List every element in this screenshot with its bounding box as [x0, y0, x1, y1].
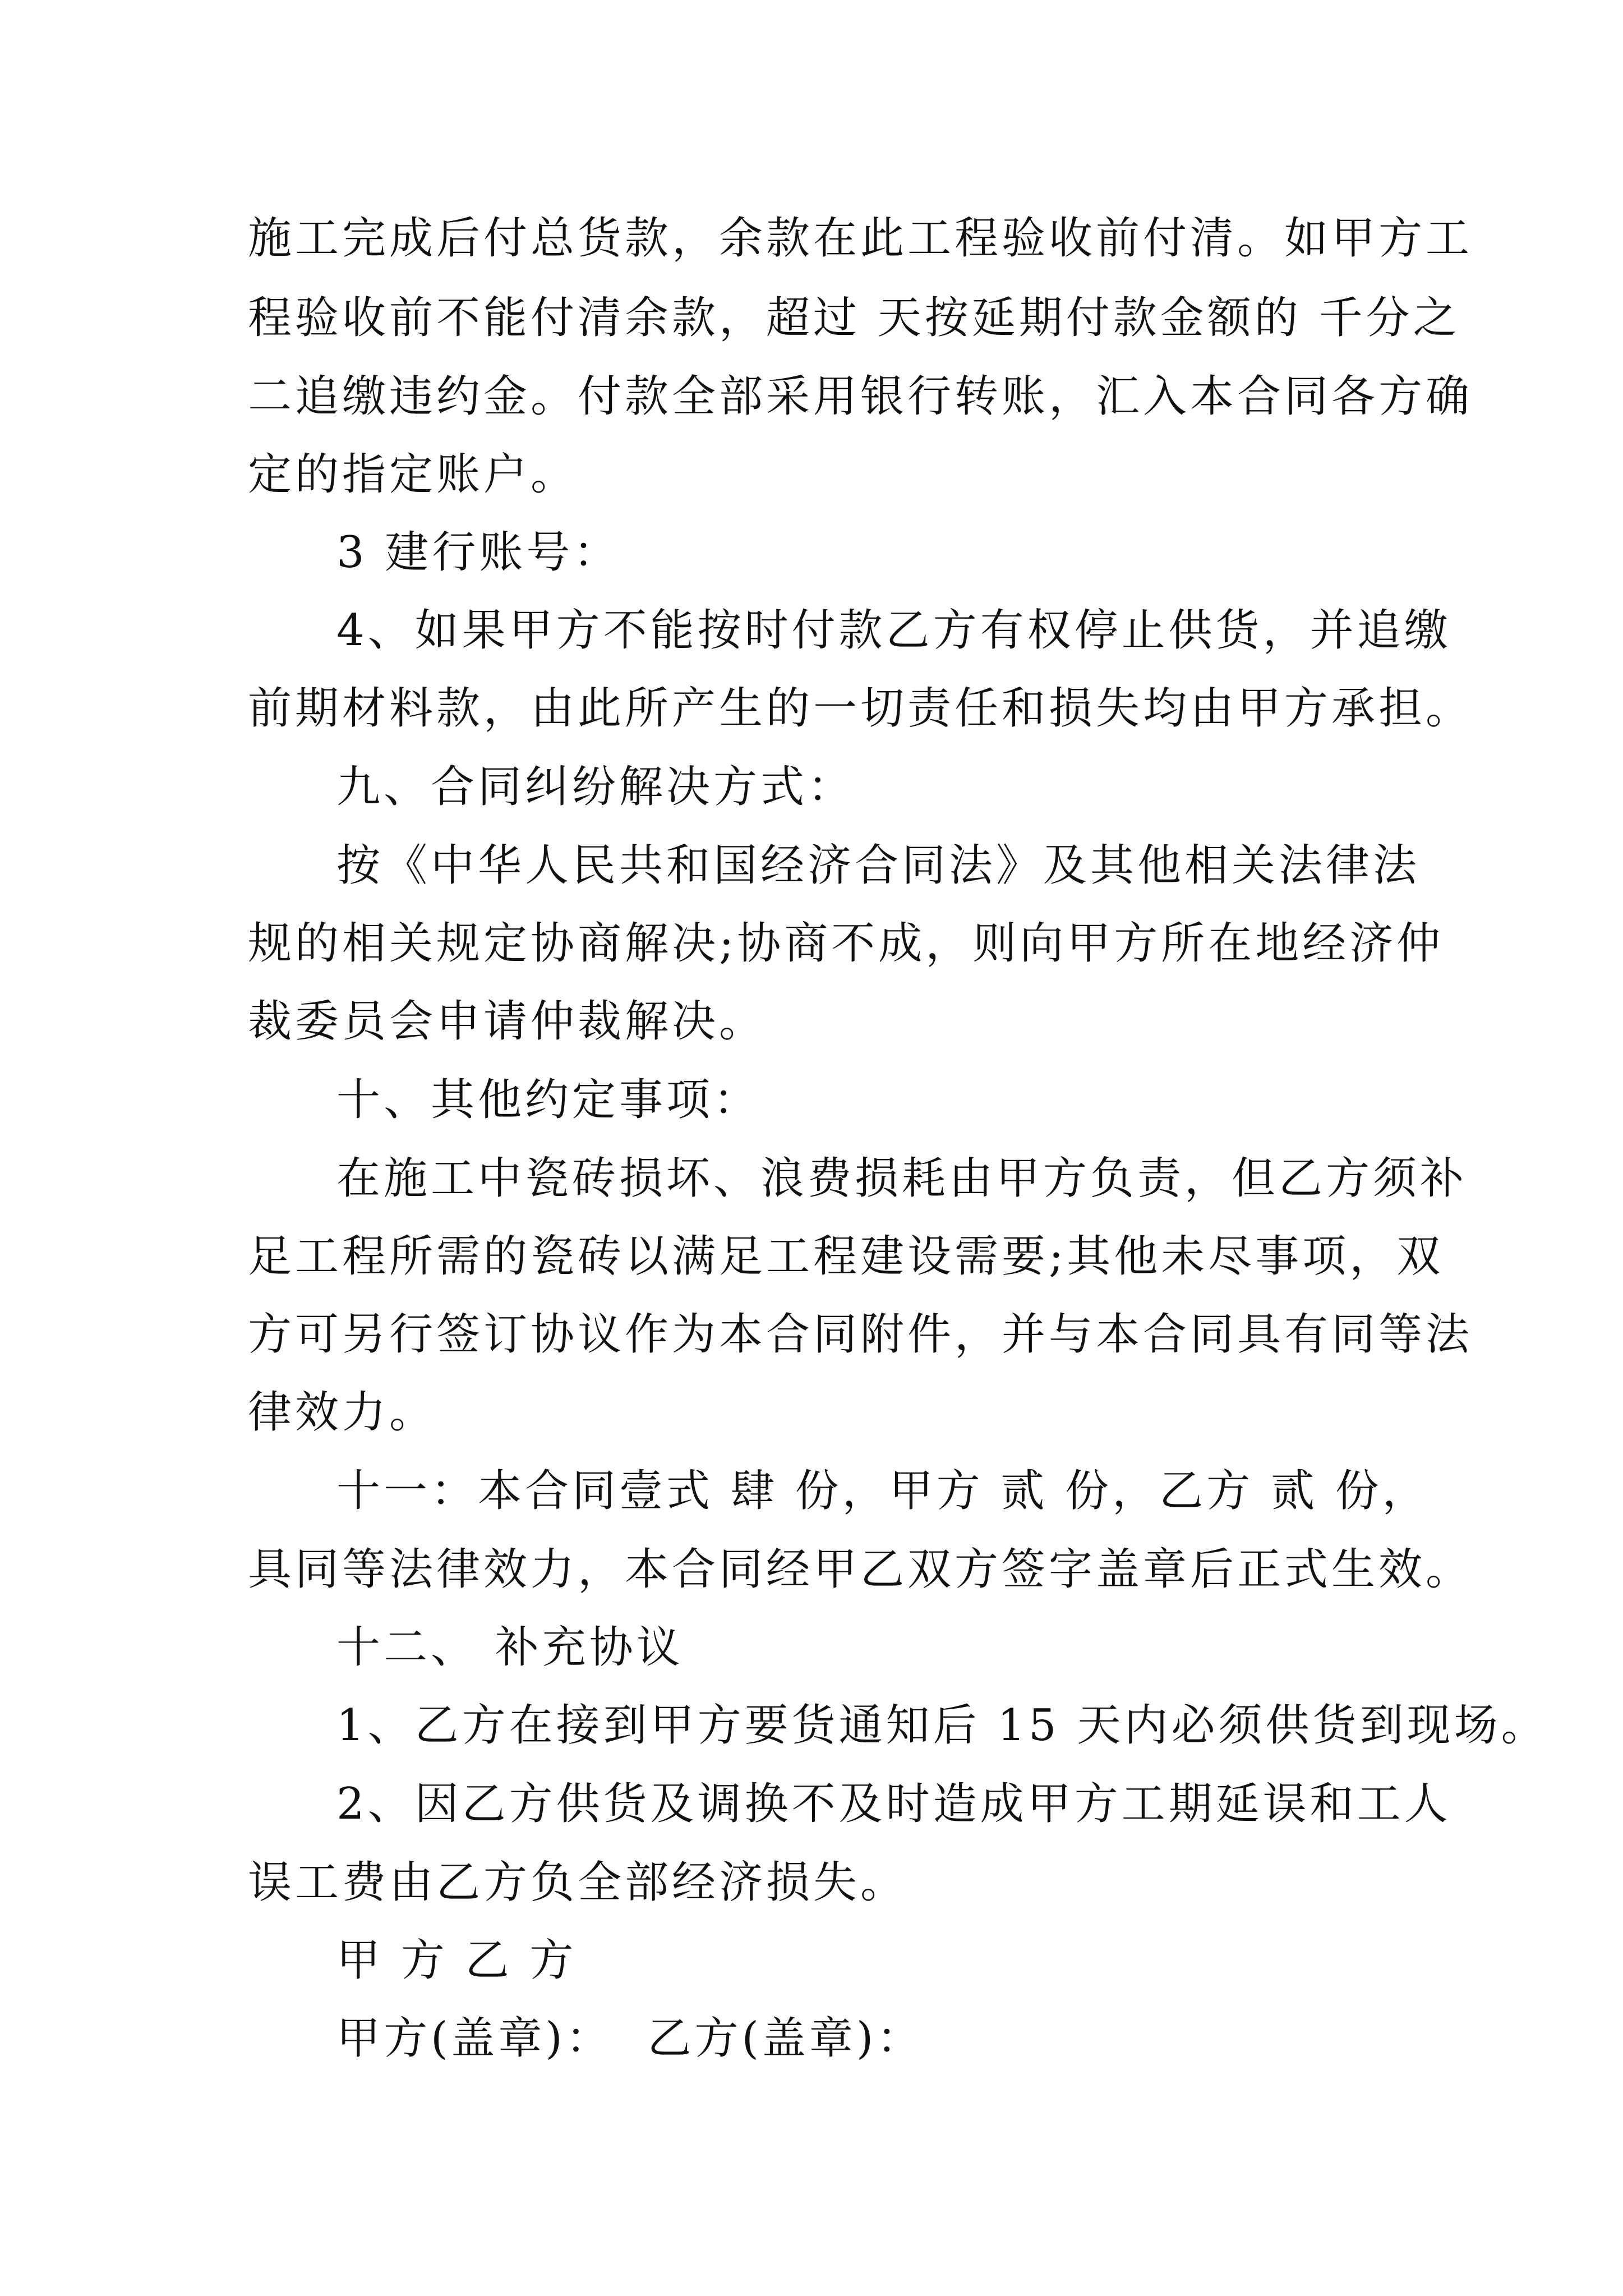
section-heading-12: 十二、 补充协议 [336, 1622, 684, 1673]
text-line-20: 1、乙方在接到甲方要货通知后 15 天内必须供货到现场。 [336, 1700, 1548, 1751]
text-line-15: 方可另行签订协议作为本合同附件，并与本合同具有同等法 [248, 1309, 1473, 1360]
text-line-6: 4、如果甲方不能按时付款乙方有权停止供货，并追缴 [336, 605, 1451, 656]
text-line-3: 二追缴违约金。付款全部采用银行转账，汇入本合同各方确 [248, 371, 1473, 422]
text-line-4: 定的指定账户。 [248, 449, 578, 500]
text-line-9: 按《中华人民共和国经济合同法》及其他相关法律法 [336, 840, 1421, 891]
text-line-14: 足工程所需的瓷砖以满足工程建设需要;其他未尽事项，双 [248, 1231, 1444, 1282]
text-line-13: 在施工中瓷砖损坏、浪费损耗由甲方负责，但乙方须补 [336, 1153, 1468, 1204]
text-line-1: 施工完成后付总货款，余款在此工程验收前付清。如甲方工 [248, 213, 1473, 264]
text-line-7: 前期材料款，由此所产生的一切责任和损失均由甲方承担。 [248, 683, 1473, 734]
text-line-10: 规的相关规定协商解决;协商不成，则向甲方所在地经济仲 [248, 918, 1444, 969]
text-line-2: 程验收前不能付清余款，超过 天按延期付款金额的 千分之 [248, 293, 1460, 343]
section-heading-10: 十、其他约定事项： [336, 1075, 761, 1125]
text-line-21: 2、因乙方供货及调换不及时造成甲方工期延误和工人 [336, 1779, 1451, 1829]
text-line-18: 具同等法律效力，本合同经甲乙双方签字盖章后正式生效。 [248, 1544, 1473, 1595]
text-line-5: 3 建行账号： [336, 527, 621, 578]
text-line-17: 十一：本合同壹式 肆 份，甲方 贰 份，乙方 贰 份， [336, 1466, 1430, 1516]
text-line-22: 误工费由乙方负全部经济损失。 [248, 1857, 908, 1908]
signature-parties: 甲 方 乙 方 [336, 1935, 577, 1986]
signature-seal-line: 甲方(盖章)： 乙方(盖章)： [336, 2013, 924, 2064]
text-line-16: 律效力。 [248, 1387, 437, 1438]
section-heading-9: 九、合同纠纷解决方式： [336, 762, 855, 812]
text-line-11: 裁委员会申请仲裁解决。 [248, 996, 767, 1047]
